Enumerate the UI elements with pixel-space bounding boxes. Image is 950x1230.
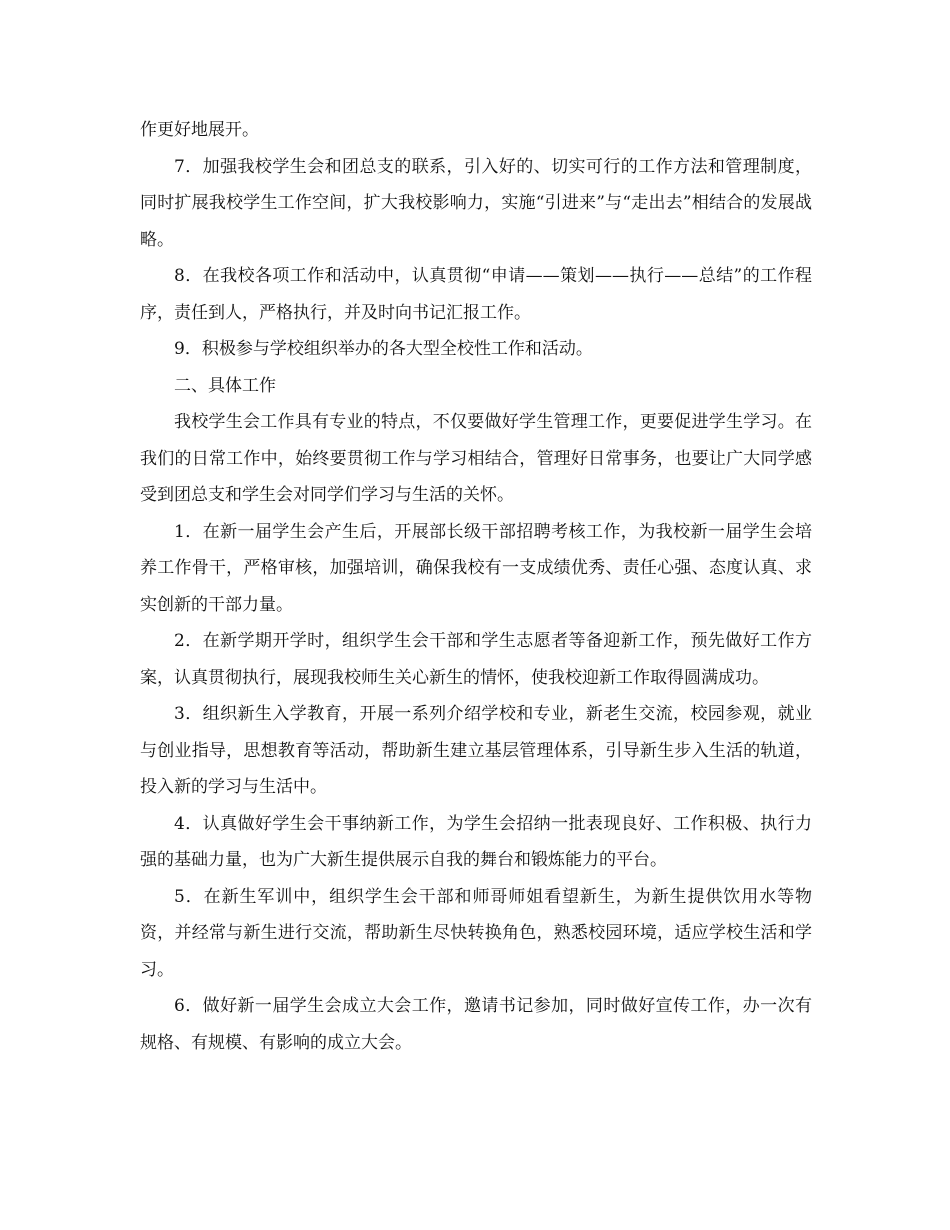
paragraph-item-5: 5．在新生军训中，组织学生会干部和师哥师姐看望新生，为新生提供饮用水等物资，并经常与新生进行交流，帮助新生尽快转换角色，熟悉校园环境，适应学校生活和学习。: [140, 886, 812, 980]
document-page: [140, 112, 812, 1061]
paragraph-item-3: 3．组织新生入学教育，开展一系列介绍学校和专业，新老生交流，校园参观，就业与创业指导，思想教育等活动，帮助新生建立基层管理体系，引导新生步入生活的轨道，投入新的学习与生活中。: [140, 704, 812, 797]
paragraph-intro: 我校学生会工作具有专业的特点，不仅要做好学生管理工作，更要促进学生学习。在我们的日常工作中，始终要贯彻工作与学习相结合，管理好日常事务，也要让广大同学感受到团总支和学生会对同学们学习与生活的关怀。: [140, 412, 812, 505]
paragraph-item-7: 7．加强我校学生会和团总支的联系，引入好的、切实可行的工作方法和管理制度，同时扩展我校学生工作空间，扩大我校影响力，实施“引进来”与“走出去”相结合的发展战略。: [140, 156, 812, 250]
paragraph-item-2: 2．在新学期开学时，组织学生会干部和学生志愿者等备迎新工作，预先做好工作方案，认真贯彻执行，展现我校师生关心新生的情怀，使我校迎新工作取得圆满成功。: [140, 631, 812, 688]
section-heading: 二、具体工作: [174, 375, 276, 396]
paragraph-item-1: 1．在新一届学生会产生后，开展部长级干部招聘考核工作，为我校新一届学生会培养工作骨干，严格审核，加强培训，确保我校有一支成绩优秀、责任心强、态度认真、求实创新的干部力量。: [140, 521, 812, 615]
paragraph-item-8: 8．在我校各项工作和活动中，认真贯彻“申请——策划——执行——总结”的工作程序，责任到人，严格执行，并及时向书记汇报工作。: [140, 266, 812, 323]
paragraph-continuation: 作更好地展开。: [140, 120, 259, 140]
paragraph-item-6: 6．做好新一届学生会成立大会工作，邀请书记参加，同时做好宣传工作，办一次有规格、有规模、有影响的成立大会。: [140, 996, 812, 1053]
paragraph-item-4: 4．认真做好学生会干事纳新工作，为学生会招纳一批表现良好、工作积极、执行力强的基础力量，也为广大新生提供展示自我的舞台和锻炼能力的平台。: [140, 813, 812, 870]
paragraph-item-9: 9．积极参与学校组织举办的各大型全校性工作和活动。: [174, 339, 593, 359]
